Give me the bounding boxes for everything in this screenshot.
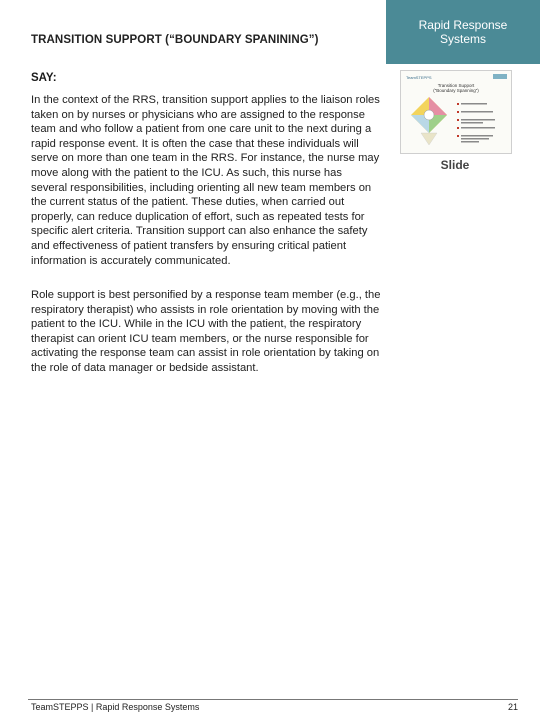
page-title: TRANSITION SUPPORT (“BOUNDARY SPANINING”): [31, 34, 319, 46]
slide-thumb-logo: TeamSTEPPS: [406, 75, 432, 80]
section-badge-line2: Systems: [439, 32, 486, 46]
footer-title: TeamSTEPPS | Rapid Response Systems: [31, 702, 200, 712]
slide-thumb-tab: [493, 74, 507, 79]
slide-thumb-title-2: (“Boundary Spanning”): [433, 88, 479, 93]
slide-thumbnail: [400, 70, 512, 154]
footer-divider: [28, 699, 518, 700]
section-badge: [386, 0, 540, 64]
slide-caption: Slide: [440, 158, 470, 172]
body-paragraph-1: In the context of the RRS, transition support applies to the liaison roles taken on by nurses or physicians who are assigned to the response team and who follow a patient from one care unit to the next during a rapid response event. It is often the case that these individuals will serve on more than one team in the RRS. For instance, the nurse may move along with the patient to the ICU. As such, this nurse has several responsibilities, including orienting all new team members on the current status of the patient. These duties, when carried out properly, can reduce duplication of effort, such as repeated tests for specific alert criteria. Transition support can also enhance the safety and effectiveness of patient transfers by ensuring critical patient information is accurately communicated.: [31, 94, 380, 267]
slide-thumb-title-1: Transition Support: [437, 83, 475, 88]
section-badge-line1: Rapid Response: [418, 18, 508, 32]
body-paragraph-2: Role support is best personified by a response team member (e.g., the respiratory therapist) who assists in role orientation by moving with the patient to the ICU. While in the ICU with the patient, the respiratory therapist can orient ICU team members, or the nurse responsible for activating the response team can assist in role orientation by taking on the role of data manager or bedside assistant.: [31, 289, 381, 374]
slide-thumbnail-graphic: [401, 71, 511, 153]
say-label: SAY:: [31, 72, 57, 84]
page-number: 21: [507, 702, 518, 712]
